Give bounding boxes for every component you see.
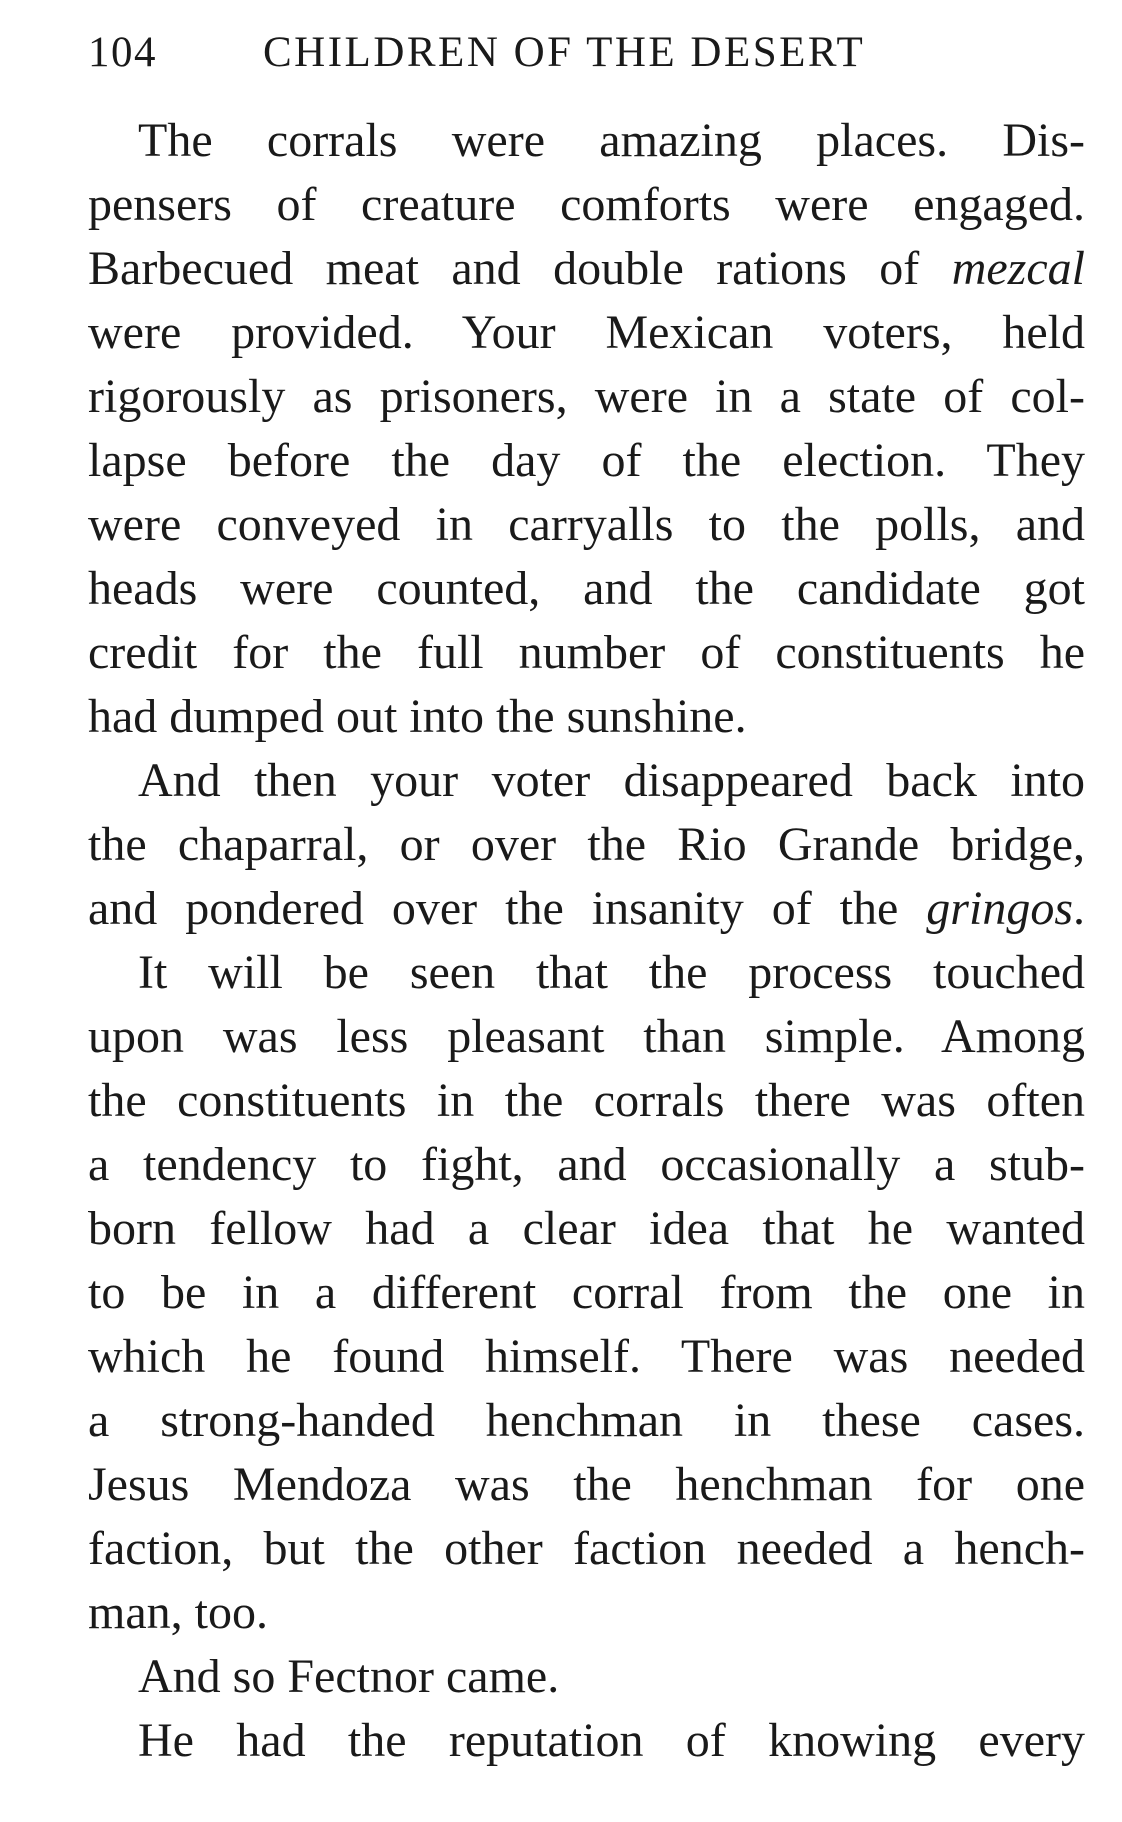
text-line: And then your voter disappeared back into bbox=[138, 754, 1085, 807]
text-line: a strong-handed henchman in these cases. bbox=[88, 1394, 1085, 1447]
text-line: He had the reputation of knowing every bbox=[138, 1714, 1085, 1767]
text-line: man, too. bbox=[88, 1586, 268, 1639]
text-line: born fellow had a clear idea that he wanted bbox=[88, 1202, 1085, 1255]
text-line: lapse before the day of the election. They bbox=[88, 434, 1085, 487]
text-line: pensers of creature comforts were engaged. bbox=[88, 178, 1085, 231]
running-head bbox=[88, 28, 1085, 88]
text-line-roman: . bbox=[1073, 882, 1085, 935]
text-line: were provided. Your Mexican voters, held bbox=[88, 306, 1085, 359]
text-line: Jesus Mendoza was the henchman for one bbox=[88, 1458, 1085, 1511]
page-number: 104 bbox=[88, 29, 157, 76]
text-line: And so Fectnor came. bbox=[138, 1650, 560, 1703]
text-line bbox=[88, 237, 1085, 301]
text-line: faction, but the other faction needed a hench- bbox=[88, 1522, 1085, 1575]
running-title: CHILDREN OF THE DESERT bbox=[263, 29, 866, 76]
text-line: It will be seen that the process touched bbox=[138, 946, 1085, 999]
text-line: the chaparral, or over the Rio Grande bridge, bbox=[88, 818, 1085, 871]
text-line: The corrals were amazing places. Dis- bbox=[138, 114, 1085, 167]
text-line: which he found himself. There was needed bbox=[88, 1330, 1085, 1383]
text-line-italic: mezcal bbox=[951, 242, 1085, 295]
text-line: the constituents in the corrals there was often bbox=[88, 1074, 1085, 1127]
text-line: rigorously as prisoners, were in a state of col- bbox=[88, 370, 1085, 423]
text-line-italic: gringos bbox=[926, 882, 1073, 935]
text-line: a tendency to fight, and occasionally a stub- bbox=[88, 1138, 1085, 1191]
text-line: heads were counted, and the candidate got bbox=[88, 562, 1085, 615]
book-page bbox=[88, 0, 1085, 1822]
text-line: to be in a different corral from the one in bbox=[88, 1266, 1085, 1319]
text-line-roman: and pondered over the insanity of the bbox=[88, 882, 927, 935]
text-line bbox=[88, 877, 1085, 941]
text-line: credit for the full number of constituents he bbox=[88, 626, 1085, 679]
text-line-roman: Barbecued meat and double rations of bbox=[88, 242, 952, 295]
text-line: upon was less pleasant than simple. Among bbox=[88, 1010, 1085, 1063]
body-text bbox=[88, 109, 1085, 1773]
text-line: were conveyed in carryalls to the polls, and bbox=[88, 498, 1085, 551]
text-line: had dumped out into the sunshine. bbox=[88, 690, 747, 743]
